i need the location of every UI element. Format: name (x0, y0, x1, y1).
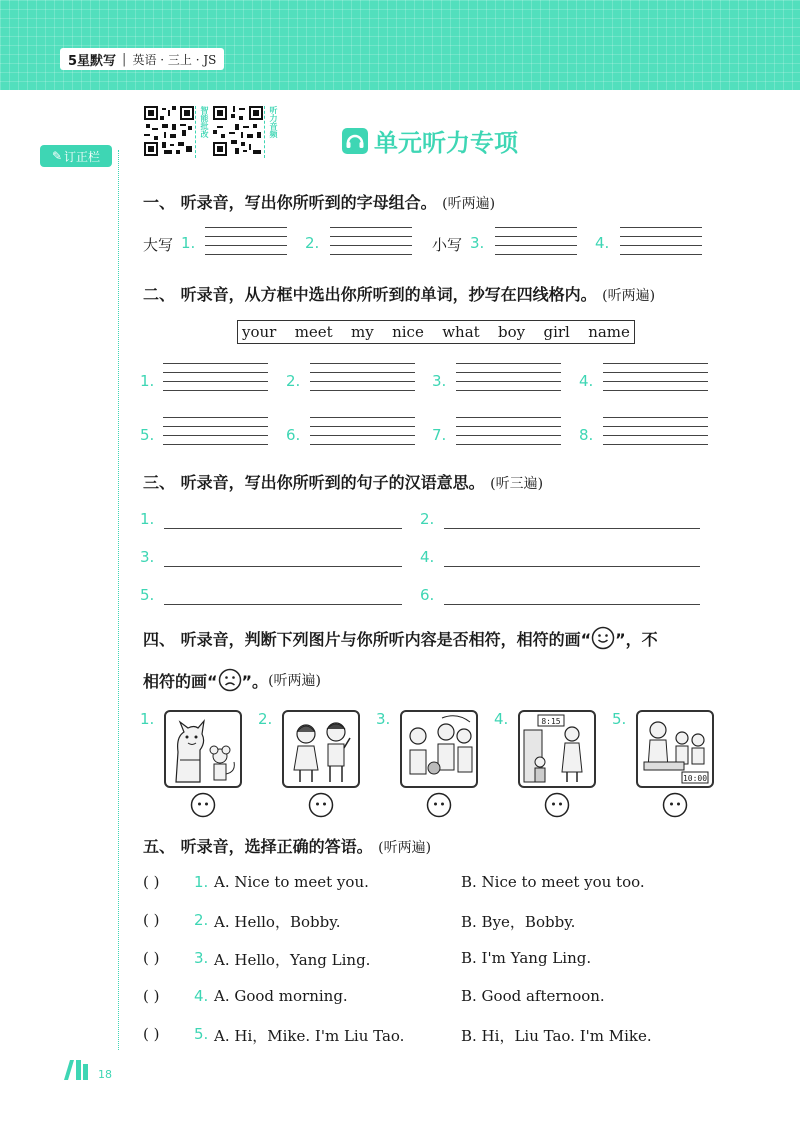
answer-face-1[interactable] (190, 792, 216, 818)
qr-code-grading[interactable] (144, 106, 194, 156)
word-item: your (242, 323, 277, 341)
answer-bracket-5[interactable]: ( ) (143, 1025, 160, 1043)
s2-writing-grid-8[interactable] (603, 417, 708, 445)
s2-number-8: 8. (579, 426, 594, 444)
s2-number-5: 5. (140, 426, 155, 444)
s5-option-a-5: A. Hi，Mike. I'm Liu Tao. (214, 1027, 405, 1045)
s1-writing-grid-3[interactable] (495, 227, 577, 255)
section-1-title-text: 一、 听录音，写出你所听到的字母组合。 (143, 193, 437, 212)
series-name: 5星默写 (68, 53, 117, 69)
s4-number-2: 2. (258, 710, 273, 728)
book-tag (60, 48, 224, 70)
unit-title-text: 单元听力专项 (374, 129, 518, 157)
s4-number-4: 4. (494, 710, 509, 728)
smiley-face-icon (591, 626, 615, 650)
s2-number-3: 3. (432, 372, 447, 390)
s2-writing-grid-2[interactable] (310, 363, 415, 391)
uppercase-label: 大写 (143, 236, 174, 254)
s5-option-b-1: B. Nice to meet you too. (461, 873, 645, 891)
word-item: what (442, 323, 480, 341)
section-1-note: (听两遍) (442, 196, 496, 212)
correction-column-tag (40, 145, 112, 167)
section-3-title-text: 三、 听录音，写出你所听到的句子的汉语意思。 (143, 473, 485, 492)
s3-number-6: 6. (420, 586, 435, 604)
section-4-note: (听两遍) (268, 673, 321, 689)
section-2-title (143, 282, 655, 305)
s2-number-7: 7. (432, 426, 447, 444)
answer-face-4[interactable] (544, 792, 570, 818)
answer-bracket-2[interactable]: ( ) (143, 911, 160, 929)
s3-number-1: 1. (140, 510, 155, 528)
s2-writing-grid-5[interactable] (163, 417, 268, 445)
s1-writing-grid-1[interactable] (205, 227, 287, 255)
word-item: boy (498, 323, 526, 341)
clock-time-1: 8:15 (541, 717, 561, 726)
qr-caption-grading: 智能批改 (195, 106, 209, 158)
s1-number-3: 3. (470, 234, 485, 252)
s5-number-1: 1. (194, 873, 209, 891)
section-2-note: (听两遍) (602, 288, 656, 304)
cat-mouse-illustration (166, 712, 240, 786)
s5-number-4: 4. (194, 987, 209, 1005)
qr-code-audio[interactable] (213, 106, 263, 156)
section-4-title-text-4: ”。 (241, 671, 269, 691)
picture-boy-and-girl (282, 710, 360, 788)
s5-option-b-3: B. I'm Yang Ling. (461, 949, 592, 967)
section-4-title-text-2: ”，不 (615, 629, 658, 649)
s3-answer-line-4[interactable] (444, 566, 700, 567)
margin-divider (118, 150, 119, 1050)
s3-number-3: 3. (140, 548, 155, 566)
s2-number-2: 2. (286, 372, 301, 390)
s4-number-1: 1. (140, 710, 155, 728)
word-item: nice (392, 323, 424, 341)
s3-answer-line-1[interactable] (164, 528, 402, 529)
answer-bracket-1[interactable]: ( ) (143, 873, 160, 891)
answer-face-3[interactable] (426, 792, 452, 818)
s3-answer-line-2[interactable] (444, 528, 700, 529)
answer-face-5[interactable] (662, 792, 688, 818)
clock-time-2: 10:00 (682, 774, 708, 783)
s2-writing-grid-4[interactable] (603, 363, 708, 391)
s1-number-2: 2. (305, 234, 320, 252)
s4-number-5: 5. (612, 710, 627, 728)
s1-writing-grid-2[interactable] (330, 227, 412, 255)
children-illustration (284, 712, 358, 786)
answer-bracket-3[interactable]: ( ) (143, 949, 160, 967)
section-5-title (143, 834, 431, 857)
s3-answer-line-6[interactable] (444, 604, 700, 605)
s5-option-a-1: A. Nice to meet you. (214, 873, 369, 891)
section-4-title (143, 626, 658, 650)
word-bank (237, 320, 635, 344)
section-5-title-text: 五、 听录音，选择正确的答语。 (143, 837, 373, 856)
s5-option-a-2: A. Hello，Bobby. (214, 913, 341, 931)
kids-illustration (402, 712, 476, 786)
picture-morning-clock (518, 710, 596, 788)
qr-caption-audio: 听力音频 (264, 106, 278, 158)
classroom-clock-illustration (520, 712, 594, 786)
word-item: girl (543, 323, 570, 341)
page-number: 18 (98, 1068, 112, 1081)
answer-face-2[interactable] (308, 792, 334, 818)
s5-option-b-5: B. Hi，Liu Tao. I'm Mike. (461, 1027, 652, 1045)
subject-grade: 英语 · 三上 · JS (132, 52, 217, 67)
s5-option-a-4: A. Good morning. (214, 987, 348, 1005)
s5-number-2: 2. (194, 911, 209, 929)
word-item: my (351, 323, 374, 341)
s3-answer-line-5[interactable] (164, 604, 402, 605)
section-4-title-text-3: 相符的画“ (143, 671, 218, 691)
s2-number-6: 6. (286, 426, 301, 444)
section-5-note: (听两遍) (378, 840, 432, 856)
section-1-title (143, 190, 495, 213)
section-4-title-text-1: 四、 听录音，判断下列图片与你所听内容是否相符，相符的画“ (143, 629, 592, 649)
family-clock-illustration (638, 712, 712, 786)
picture-cat-and-mouse (164, 710, 242, 788)
s5-option-b-4: B. Good afternoon. (461, 987, 605, 1005)
pencil-icon: ✎ (51, 149, 63, 163)
s2-writing-grid-3[interactable] (456, 363, 561, 391)
s4-number-3: 3. (376, 710, 391, 728)
books-logo-icon (62, 1058, 94, 1080)
sad-face-icon (218, 668, 242, 692)
s3-number-4: 4. (420, 548, 435, 566)
s3-number-5: 5. (140, 586, 155, 604)
picture-kids-meeting (400, 710, 478, 788)
tag-separator: | (122, 51, 127, 67)
page-header (0, 0, 800, 90)
s5-option-a-3: A. Hello，Yang Ling. (214, 951, 371, 969)
lowercase-label: 小写 (432, 236, 463, 254)
section-2-title-text: 二、 听录音，从方框中选出你所听到的单词，抄写在四线格内。 (143, 285, 597, 304)
headphones-icon (342, 128, 368, 154)
s2-number-4: 4. (579, 372, 594, 390)
section-4-title-line-2 (143, 668, 321, 692)
s5-option-b-2: B. Bye，Bobby. (461, 913, 576, 931)
s2-writing-grid-1[interactable] (163, 363, 268, 391)
s2-number-1: 1. (140, 372, 155, 390)
s5-number-3: 3. (194, 949, 209, 967)
word-item: name (588, 323, 630, 341)
s2-writing-grid-6[interactable] (310, 417, 415, 445)
s3-answer-line-3[interactable] (164, 566, 402, 567)
picture-ten-oclock (636, 710, 714, 788)
section-3-title (143, 470, 543, 493)
s2-writing-grid-7[interactable] (456, 417, 561, 445)
s1-writing-grid-4[interactable] (620, 227, 702, 255)
s5-number-5: 5. (194, 1025, 209, 1043)
word-item: meet (294, 323, 333, 341)
answer-bracket-4[interactable]: ( ) (143, 987, 160, 1005)
s1-number-4: 4. (595, 234, 610, 252)
correction-column-label: 订正栏 (64, 149, 101, 164)
s3-number-2: 2. (420, 510, 435, 528)
s1-number-1: 1. (181, 234, 196, 252)
section-3-note: (听三遍) (490, 476, 544, 492)
unit-title (342, 123, 518, 158)
